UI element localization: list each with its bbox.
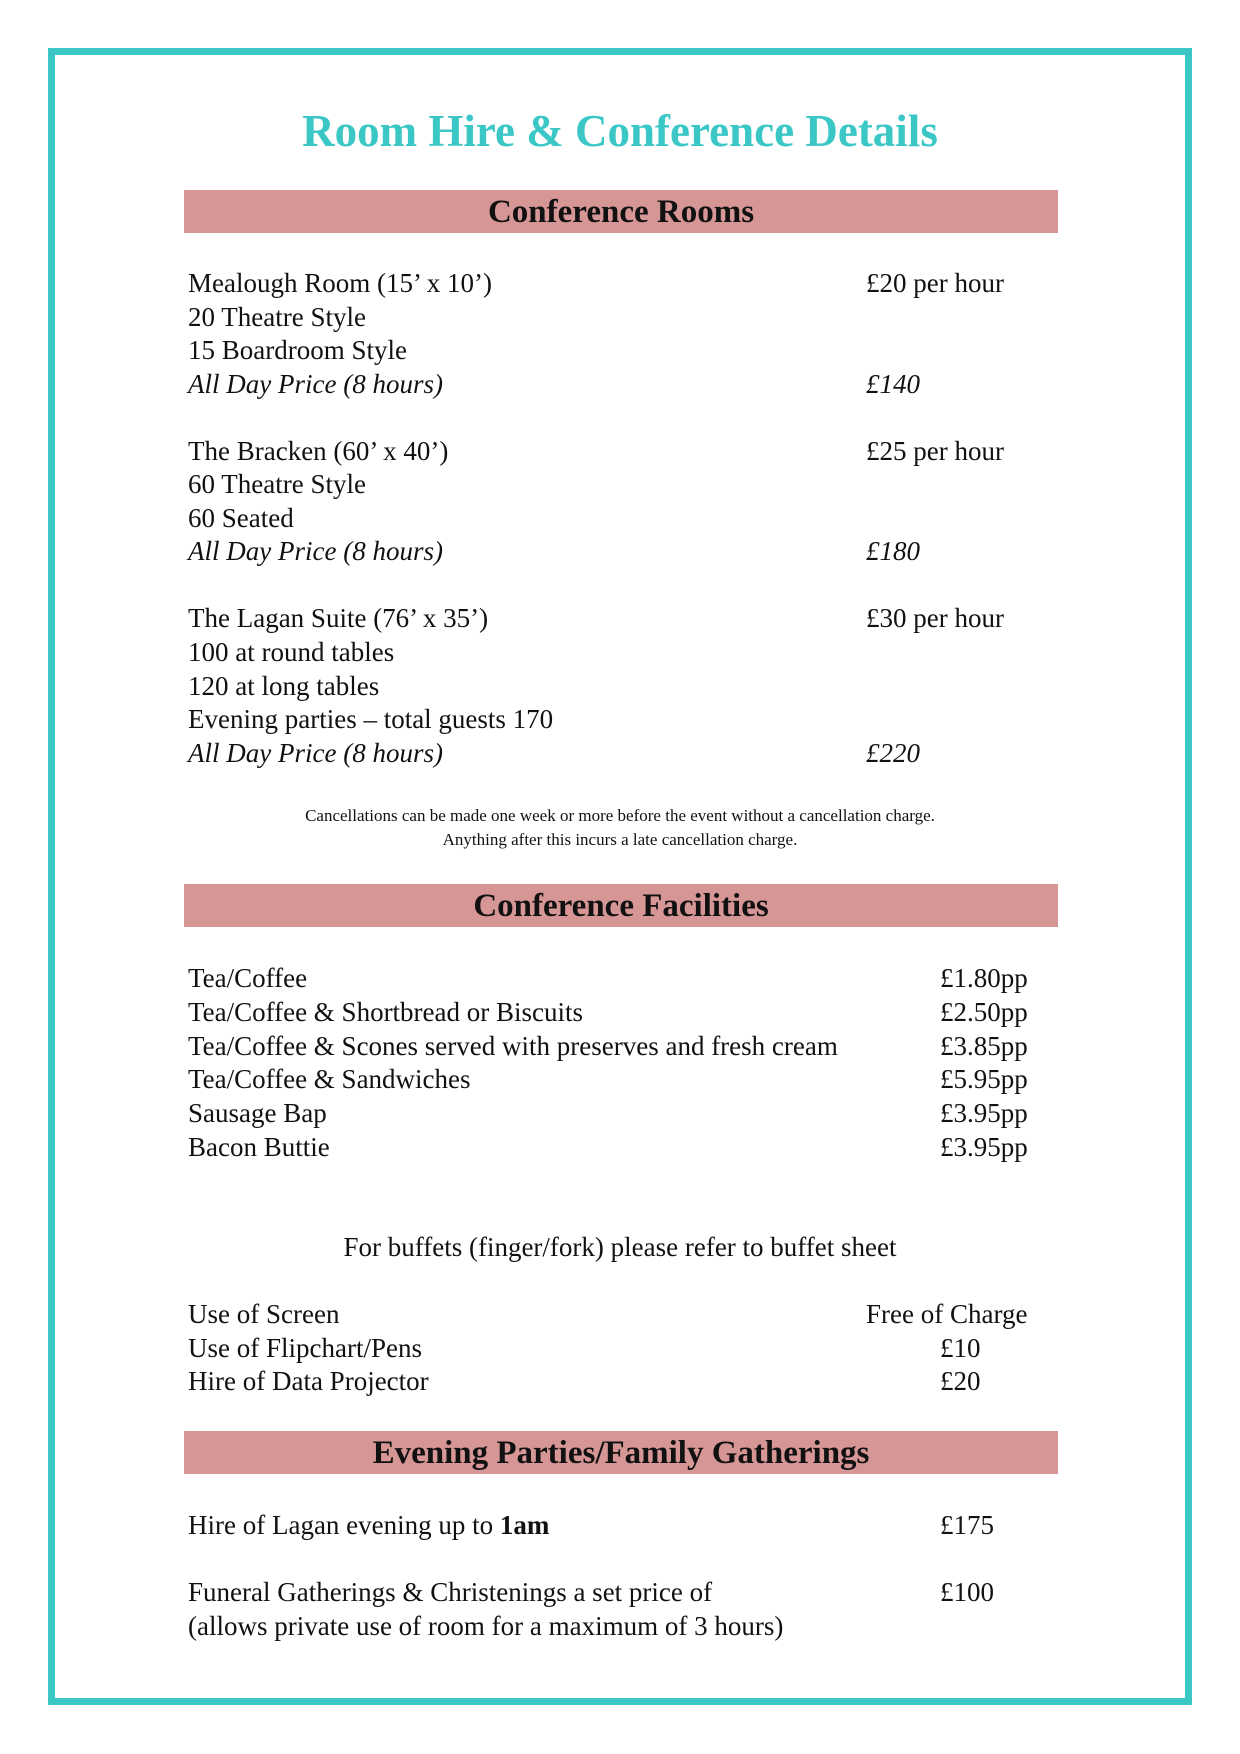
facility-price: £3.95pp xyxy=(940,1132,1028,1162)
equipment-item: Hire of Data Projector xyxy=(188,1366,429,1396)
facility-item: Sausage Bap xyxy=(188,1098,327,1128)
room-detail: 60 Seated xyxy=(188,503,294,533)
room-detail: 20 Theatre Style xyxy=(188,302,366,332)
facility-price: £3.95pp xyxy=(940,1098,1028,1128)
room-detail: 15 Boardroom Style xyxy=(188,335,407,365)
equipment-price: Free of Charge xyxy=(866,1299,1028,1329)
room-detail: 60 Theatre Style xyxy=(188,469,366,499)
funeral-gatherings-item: Funeral Gatherings & Christenings a set price of xyxy=(188,1577,713,1607)
section-heading-conference-facilities: Conference Facilities xyxy=(184,884,1058,927)
room-name: The Lagan Suite (76’ x 35’) xyxy=(188,603,489,633)
facility-item: Tea/Coffee & Shortbread or Biscuits xyxy=(188,997,584,1027)
lagan-hire-price: £175 xyxy=(940,1510,994,1540)
room-detail: 120 at long tables xyxy=(188,671,380,701)
facility-price: £1.80pp xyxy=(940,963,1028,993)
room-allday-label: All Day Price (8 hours) xyxy=(188,369,443,399)
facility-price: £2.50pp xyxy=(940,997,1028,1027)
room-allday-price: £180 xyxy=(866,536,920,566)
funeral-gatherings-price: £100 xyxy=(940,1577,994,1607)
section-heading-conference-rooms: Conference Rooms xyxy=(184,190,1058,233)
buffet-note: For buffets (finger/fork) please refer to buffet sheet xyxy=(343,1232,897,1262)
room-allday-label: All Day Price (8 hours) xyxy=(188,536,443,566)
page-title: Room Hire & Conference Details xyxy=(302,106,938,156)
lagan-hire-time: 1am xyxy=(499,1510,550,1540)
equipment-item: Use of Flipchart/Pens xyxy=(188,1333,422,1363)
room-hourly-price: £30 per hour xyxy=(866,603,1004,633)
room-allday-label: All Day Price (8 hours) xyxy=(188,738,443,768)
lagan-hire-item xyxy=(188,1508,549,1542)
room-detail: 100 at round tables xyxy=(188,637,395,667)
facility-item: Tea/Coffee xyxy=(188,963,308,993)
equipment-price: £20 xyxy=(940,1366,981,1396)
room-hourly-price: £25 per hour xyxy=(866,436,1004,466)
facility-price: £3.85pp xyxy=(940,1031,1028,1061)
room-name: The Bracken (60’ x 40’) xyxy=(188,436,449,466)
facility-item: Bacon Buttie xyxy=(188,1132,330,1162)
cancellation-note-line2: Anything after this incurs a late cancellation charge. xyxy=(442,830,798,849)
room-allday-price: £220 xyxy=(866,738,920,768)
cancellation-note-line1: Cancellations can be made one week or more before the event without a cancellation charge. xyxy=(305,806,935,825)
room-detail: Evening parties – total guests 170 xyxy=(188,704,554,734)
room-allday-price: £140 xyxy=(866,369,920,399)
facility-item: Tea/Coffee & Sandwiches xyxy=(188,1064,471,1094)
funeral-gatherings-note: (allows private use of room for a maximum of 3 hours) xyxy=(188,1611,784,1641)
equipment-item: Use of Screen xyxy=(188,1299,340,1329)
room-name: Mealough Room (15’ x 10’) xyxy=(188,268,492,298)
section-heading-evening-parties: Evening Parties/Family Gatherings xyxy=(184,1431,1058,1474)
facility-item: Tea/Coffee & Scones served with preserves and fresh cream xyxy=(188,1031,838,1061)
facility-price: £5.95pp xyxy=(940,1064,1028,1094)
lagan-hire-text: Hire of Lagan evening up to xyxy=(188,1510,500,1540)
room-hourly-price: £20 per hour xyxy=(866,268,1004,298)
equipment-price: £10 xyxy=(940,1333,981,1363)
